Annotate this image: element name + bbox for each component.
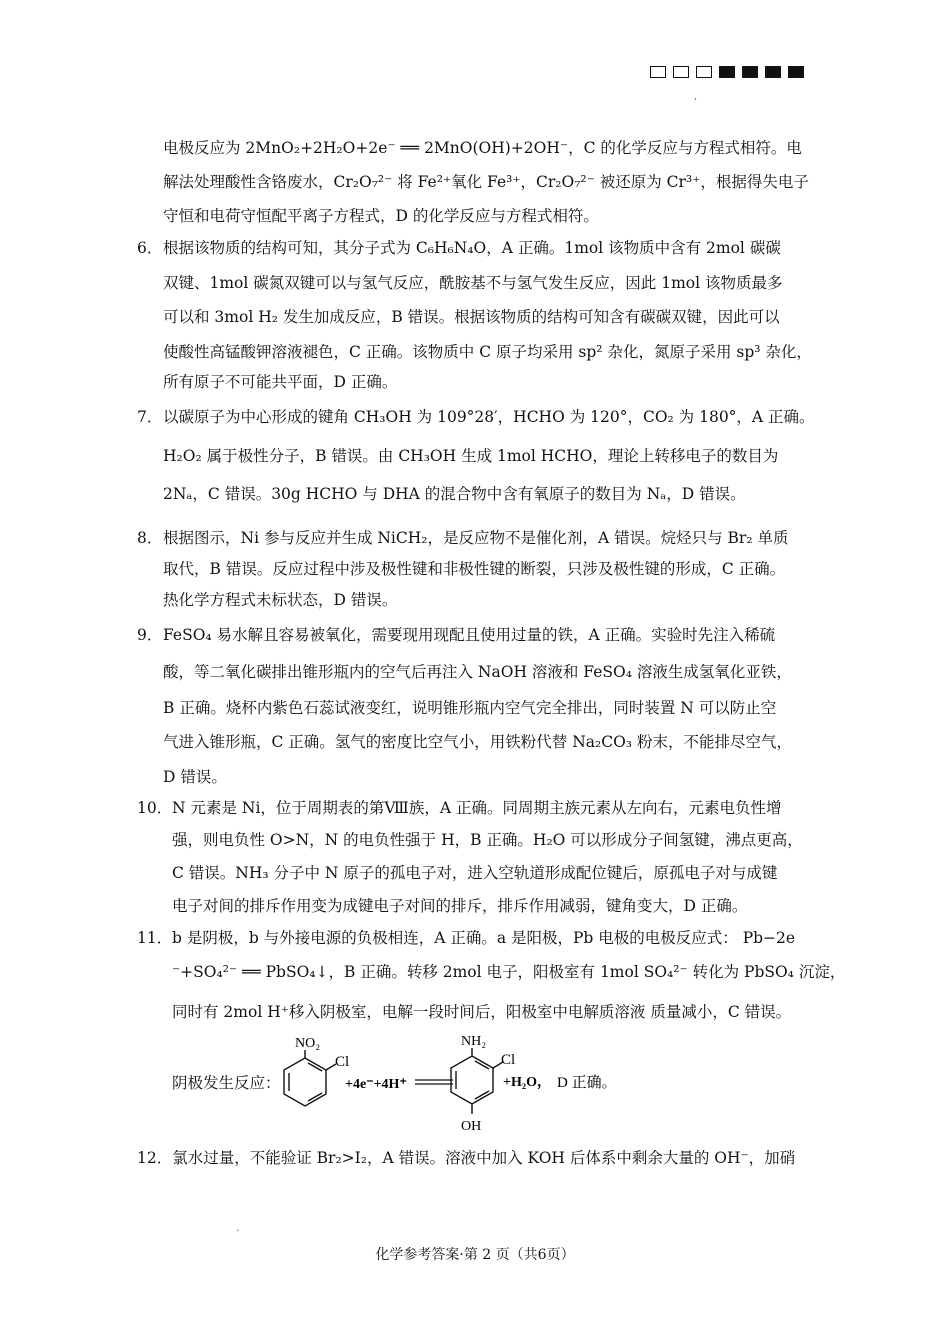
text-line: C 错误。NH₃ 分子中 N 原子的孤电子对，进入空轨道形成配位键后，原孤电子对与成键 — [172, 864, 778, 882]
item-number: 10． — [137, 799, 173, 817]
header-mark-empty — [650, 66, 666, 78]
header-marks — [650, 66, 804, 78]
text-line: 气进入锥形瓶，C 正确。氢气的密度比空气小，用铁粉代替 Na₂CO₃ 粉末，不能排尽空气， — [163, 733, 792, 751]
text-line: 热化学方程式未标状态，D 错误。 — [163, 591, 398, 609]
item-number: 9． — [137, 626, 163, 644]
text-line: 电极反应为 2MnO₂+2H₂O+2e⁻ ══ 2MnO(OH)+2OH⁻，C 的化学反应与方程式相符。电 — [163, 139, 802, 157]
reactant-benzene-ring — [284, 1050, 336, 1106]
page-footer: 化学参考答案·第 2 页（共6页） — [375, 1247, 575, 1263]
header-mark-filled — [719, 66, 735, 78]
item-number: 7． — [137, 408, 163, 426]
reaction-tail: D 正确。 — [557, 1075, 617, 1091]
text-line: 以碳原子为中心形成的键角 CH₃OH 为 109°28′，HCHO 为 120°，CO₂ 为 180°，A 正确。 — [163, 408, 815, 426]
text-line: 守恒和电荷守恒配平离子方程式，D 的化学反应与方程式相符。 — [163, 207, 599, 225]
text-line: ⁻+SO₄²⁻ ══ PbSO₄↓，B 正确。转移 2mol 电子，阳极室有 1mol SO₄²⁻ 转化为 PbSO₄ 沉淀， — [172, 963, 846, 981]
text-line: D 错误。 — [163, 768, 227, 786]
reaction-diagram — [265, 1030, 665, 1158]
text-line: 2Nₐ，C 错误。30g HCHO 与 DHA 的混合物中含有氧原子的数目为 Nₐ，D 错误。 — [163, 485, 746, 503]
text-line: 电子对间的排斥作用变为成键电子对间的排斥，排斥作用减弱，键角变大，D 正确。 — [172, 897, 748, 915]
header-mark-filled — [742, 66, 758, 78]
reaction-middle: +4e⁻+4H⁺ — [345, 1077, 407, 1092]
text-line: 同时有 2mol H⁺移入阴极室，电解一段时间后，阳极室中电解质溶液 质量减小，C 错误。 — [172, 1003, 792, 1021]
reaction-water: +H₂O， — [503, 1075, 551, 1090]
header-mark-filled — [765, 66, 781, 78]
reactant-cl-label: Cl — [335, 1054, 350, 1070]
text-line: 酸，等二氧化碳排出锥形瓶内的空气后再注入 NaOH 溶液和 FeSO₄ 溶液生成氢氧化亚铁， — [163, 663, 792, 681]
header-mark-empty — [696, 66, 712, 78]
text-line: 取代，B 错误。反应过程中涉及极性键和非极性键的断裂，只涉及极性键的形成，C 正确。 — [163, 560, 786, 578]
product-nh2-label: NH₂ — [461, 1034, 487, 1049]
item-number: 11． — [137, 929, 173, 947]
text-line: 使酸性高锰酸钾溶液褪色，C 正确。该物质中 C 原子均采用 sp² 杂化，氮原子采用 sp³ 杂化， — [163, 343, 812, 361]
text-line: 阴极发生反应： — [172, 1074, 281, 1092]
text-line: B 正确。烧杯内紫色石蕊试液变红，说明锥形瓶内空气完全排出，同时装置 N 可以防止空 — [163, 699, 777, 717]
reactant-no2-label: NO₂ — [295, 1036, 321, 1051]
text-line: FeSO₄ 易水解且容易被氧化，需要现用现配且使用过量的铁，A 正确。实验时先注入稀硫 — [163, 626, 776, 644]
equal-arrow — [415, 1080, 453, 1084]
product-cl-label: Cl — [501, 1052, 516, 1068]
header-mark-filled — [788, 66, 804, 78]
text-line: 双键、1mol 碳氮双键可以与氢气反应，酰胺基不与氢气发生反应，因此 1mol 该物质最多 — [163, 274, 783, 292]
text-line: N 元素是 Ni，位于周期表的第Ⅷ族，A 正确。同周期主族元素从左向右，元素电负性增 — [172, 799, 782, 817]
text-line: 解法处理酸性含铬废水，Cr₂O₇²⁻ 将 Fe²⁺氧化 Fe³⁺，Cr₂O₇²⁻ 被还原为 Cr³⁺，根据得失电子 — [163, 173, 809, 191]
text-line: 12．氯水过量，不能验证 Br₂>I₂，A 错误。溶液中加入 KOH 后体系中剩余大量的 OH⁻，加硝 — [137, 1149, 796, 1167]
item-number: 8． — [137, 529, 163, 547]
text-line: 强，则电负性 O>N，N 的电负性强于 H，B 正确。H₂O 可以形成分子间氢键，沸点更高， — [172, 831, 803, 849]
bottom-dot: . — [236, 1223, 240, 1234]
item-number: 6． — [137, 239, 163, 257]
text-line: 根据该物质的结构可知，其分子式为 C₆H₆N₄O，A 正确。1mol 该物质中含有 2mol 碳碳 — [163, 239, 781, 257]
text-line: H₂O₂ 属于极性分子，B 错误。由 CH₃OH 生成 1mol HCHO，理论上转移电子的数目为 — [163, 447, 779, 465]
text-line: 可以和 3mol H₂ 发生加成反应，B 错误。根据该物质的结构可知含有碳碳双键，因此可以 — [163, 308, 780, 326]
header-dot: , — [694, 91, 698, 102]
text-line: 所有原子不可能共平面，D 正确。 — [163, 373, 398, 391]
text-line: b 是阴极，b 与外接电源的负极相连，A 正确。a 是阳极，Pb 电极的电极反应式： Pb−2e — [172, 929, 796, 947]
header-mark-empty — [673, 66, 689, 78]
text-line: 根据图示，Ni 参与反应并生成 NiCH₂，是反应物不是催化剂，A 错误。烷烃只与 Br₂ 单质 — [163, 529, 789, 547]
product-oh-label: OH — [461, 1119, 482, 1134]
product-benzene-ring — [451, 1048, 503, 1114]
